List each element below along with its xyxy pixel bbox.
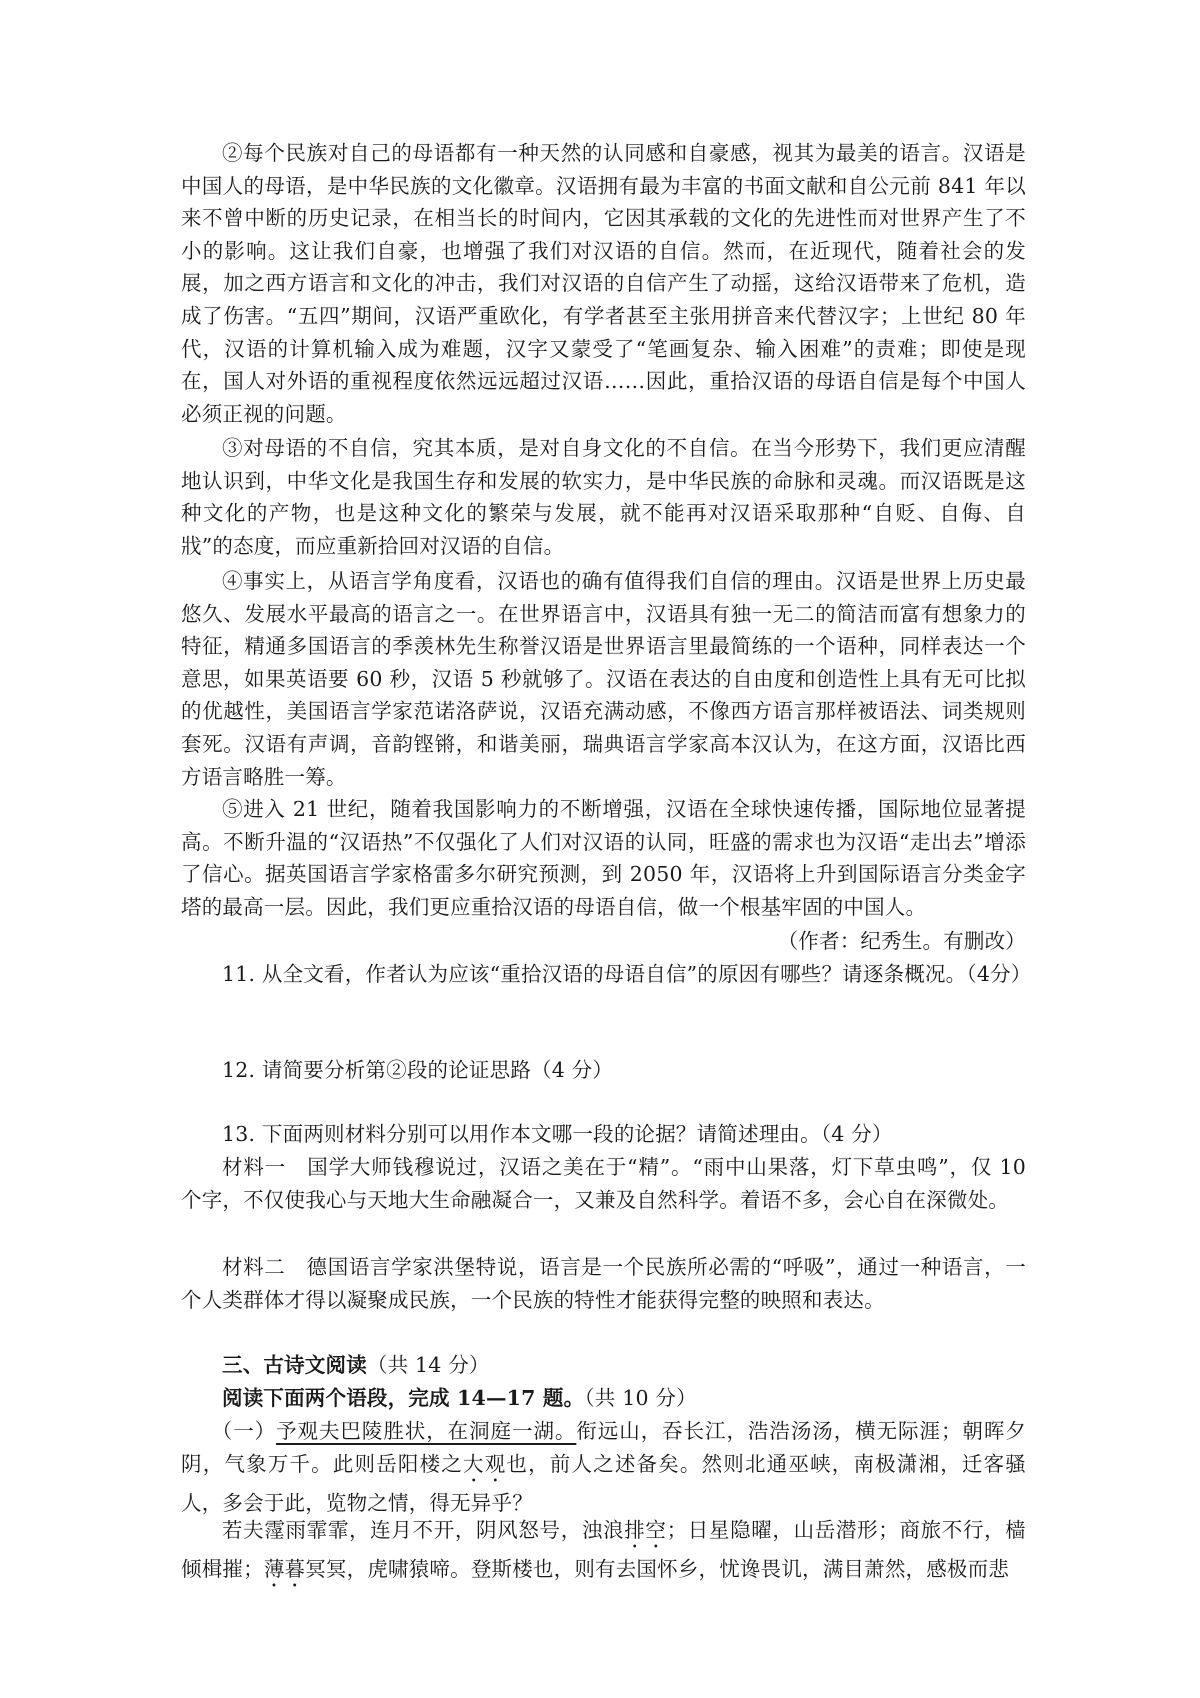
question-13: 13. 下面两则材料分别可以用作本文哪一段的论据？请简述理由。（4 分）: [222, 1122, 893, 1146]
instruction-score: （共 10 分）: [584, 1386, 697, 1410]
classical-passage-1-para-1: [181, 1415, 1026, 1519]
passage-label: （一）: [211, 1419, 277, 1443]
dotted-word-daguan: 大观: [463, 1451, 507, 1476]
section-3-score: （共 14 分）: [366, 1353, 490, 1377]
dotted-word-paikong: 排空: [624, 1518, 667, 1542]
passage-text: 若夫霪雨霏霏，连月不开，阴风怒号，浊浪: [222, 1518, 625, 1542]
article-author-note: （作者：纪秀生。有删改）: [777, 929, 1026, 953]
underlined-sentence: 予观夫巴陵胜状，在洞庭一湖。: [276, 1419, 577, 1443]
dotted-word-bomu: 薄暮: [263, 1557, 306, 1581]
article-paragraph-2: ②每个民族对自己的母语都有一种天然的认同感和自豪感，视其为最美的语言。汉语是中国人的母语，是中华民族的文化徽章。汉语拥有最为丰富的书面文献和自公元前 841 年以来不曾中断的历史记录，在相当长的时间内，它因其承载的文化的先进性而对世界产生了不小的影响。这让我们自豪，也增强了我们对汉语的自信。然而，在近现代，随着社会的发展，加之西方语言和文化的冲击，我们对汉语的自信产生了动摇，这给汉语带来了危机，造成了伤害。“五四”期间，汉语严重欧化，有学者甚至主张用拼音来代替汉字；上世纪 80 年代，汉语的计算机输入成为难题，汉字又蒙受了“笔画复杂、输入困难”的责难；即使是现在，国人对外语的重视程度依然远远超过汉语……因此，重拾汉语的母语自信是每个中国人必须正视的问题。: [181, 141, 1026, 426]
article-paragraph-4: ④事实上，从语言学角度看，汉语也的确有值得我们自信的理由。汉语是世界上历史最悠久、发展水平最高的语言之一。在世界语言中，汉语具有独一无二的简洁而富有想象力的特征，精通多国语言的季羡林先生称誉汉语是世界语言里最简练的一个语种，同样表达一个意思，如果英语要 60 秒，汉语 5 秒就够了。汉语在表达的自由度和创造性上具有无可比拟的优越性，美国语言学家范诺洛萨说，汉语充满动感，不像西方语言那样被语法、词类规则套死。汉语有声调，音韵铿锵，和谐美丽，瑞典语言学家高本汉认为，在这方面，汉语比西方语言略胜一筹。: [181, 569, 1026, 789]
section-3-instruction: [181, 1382, 1026, 1415]
passage-text: 也，前人之述备矣。然则北通巫峡，南极潇湘，迁客骚人，多会于此，览物之情，得无异乎？: [181, 1451, 1026, 1515]
article-paragraph-3: ③对母语的不自信，究其本质，是对自身文化的不自信。在当今形势下，我们更应清醒地认识到，中华文化是我国生存和发展的软实力，是中华民族的命脉和灵魂。而汉语既是这种文化的产物，也是这种文化的繁荣与发展，就不能再对汉语采取那种“自贬、自侮、自戕”的态度，而应重新拾回对汉语的自信。: [181, 436, 1026, 558]
material-2: 材料二 德国语言学家洪堡特说，语言是一个民族所必需的“呼吸”，通过一种语言，一个人类群体才得以凝聚成民族，一个民族的特性才能获得完整的映照和表达。: [181, 1255, 1026, 1312]
passage-text: 衔远山，吞长江，浩浩汤汤，横无际涯；朝晖夕阴，气象万千。此则岳阳楼之: [181, 1419, 1026, 1476]
question-12: 12. 请简要分析第②段的论证思路（4 分）: [222, 1058, 614, 1082]
instruction-text: 阅读下面两个语段，完成 14—17 题。: [222, 1386, 585, 1410]
classical-passage-1-para-2: [181, 1514, 1026, 1592]
passage-text: ；日星隐曜，山岳潜形；商旅不行，樯倾楫摧；: [181, 1518, 1026, 1581]
material-1: 材料一 国学大师钱穆说过，汉语之美在于“精”。“雨中山果落，灯下草虫鸣”，仅 10 个字，不仅使我心与天地大生命融凝合一，又兼及自然科学。着语不多，会心自在深微处。: [181, 1155, 1026, 1212]
section-3-title: 三、古诗文阅读: [222, 1353, 367, 1377]
section-3-heading: [181, 1349, 1026, 1382]
passage-text: 冥冥，虎啸猿啼。登斯楼也，则有去国怀乡，忧谗畏讥，满目萧然，感极而悲: [305, 1557, 1010, 1581]
article-paragraph-5: ⑤进入 21 世纪，随着我国影响力的不断增强，汉语在全球快速传播，国际地位显著提高。不断升温的“汉语热”不仅强化了人们对汉语的认同，旺盛的需求也为汉语“走出去”增添了信心。据英国语言学家格雷多尔研究预测，到 2050 年，汉语将上升到国际语言分类金字塔的最高一层。因此，我们更应重拾汉语的母语自信，做一个根基牢固的中国人。: [181, 797, 1026, 919]
question-11: 11. 从全文看，作者认为应该“重拾汉语的母语自信”的原因有哪些？请逐条概况。（4分）: [222, 962, 1032, 986]
